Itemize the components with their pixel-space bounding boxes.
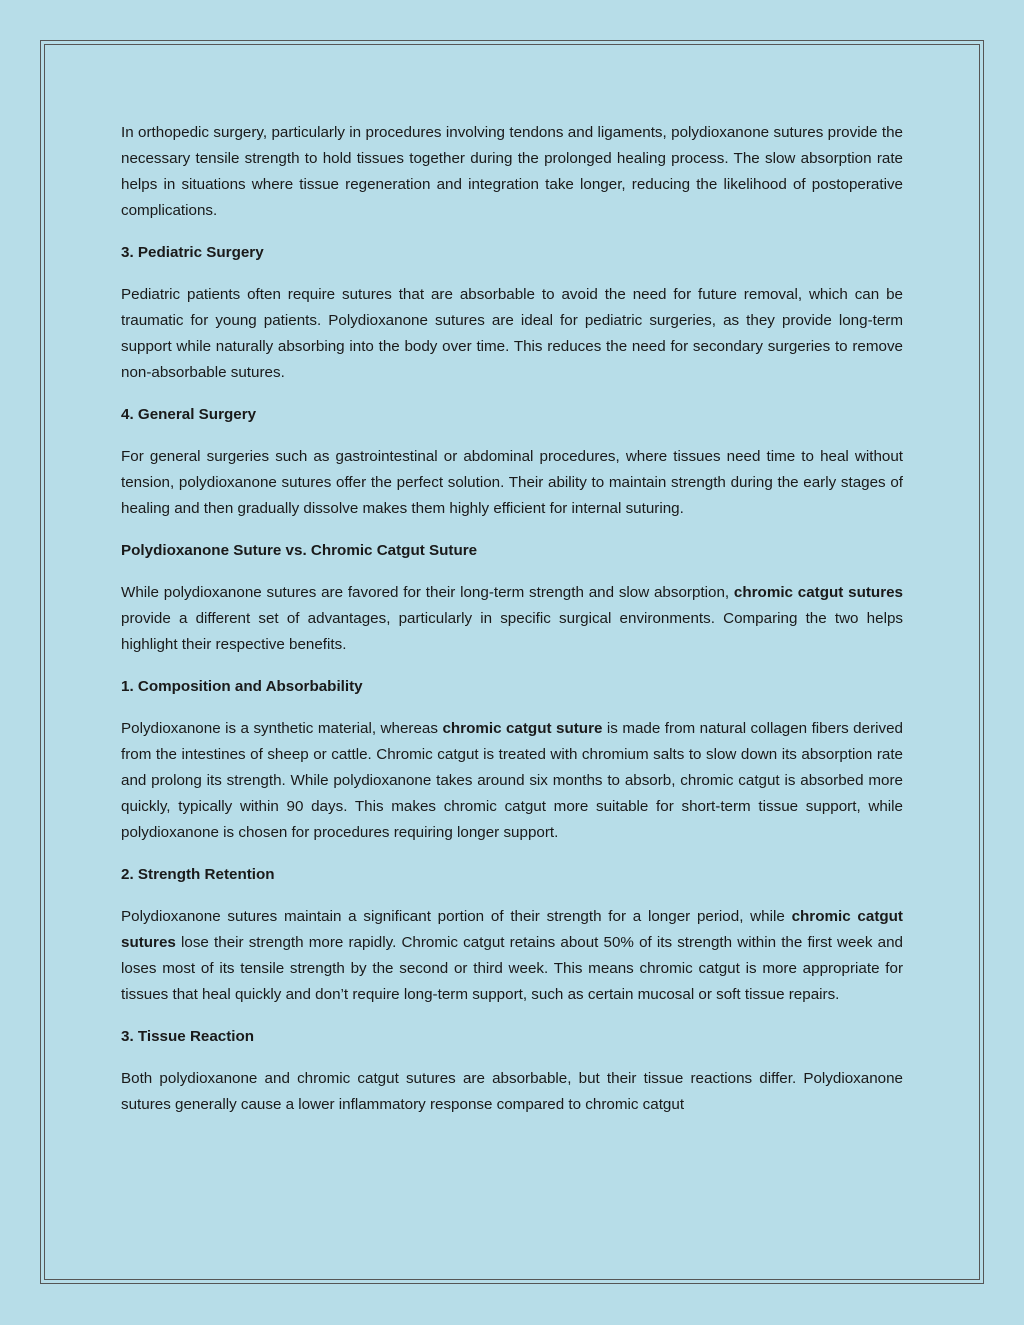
heading-strength-retention: 2. Strength Retention bbox=[121, 866, 275, 883]
bold-link-chromic-catgut-sutures: chromic catgut sutures bbox=[733, 584, 903, 601]
text-run: Polydioxanone is a synthetic material, whereas bbox=[121, 720, 443, 737]
text-run: Polydioxanone sutures maintain a significant portion of their strength for a longer period, while bbox=[121, 908, 792, 925]
document-body bbox=[121, 120, 903, 1134]
paragraph-orthopedic: In orthopedic surgery, particularly in procedures involving tendons and ligaments, polydioxanone sutures provide the necessary tensile strength to hold tissues together during the prolonged healing process. The slow absorption rate helps in situations where tissue regeneration and integration take longer, reducing the likelihood of postoperative complications. bbox=[121, 124, 903, 219]
paragraph-tissue-reaction: Both polydioxanone and chromic catgut sutures are absorbable, but their tissue reactions differ. Polydioxanone sutures generally cause a lower inflammatory response compared to chromic catgut bbox=[121, 1070, 903, 1113]
paragraph-comparison bbox=[121, 580, 903, 658]
heading-pediatric-surgery: 3. Pediatric Surgery bbox=[121, 244, 264, 261]
text-run: is made from natural collagen fibers derived from the intestines of sheep or cattle. Chromic catgut is treated with chromium salts to slow down its absorption rate and prolong its strength. While polydioxanone takes around six months to absorb, chromic catgut is absorbed more quickly, typically within 90 days. This makes chromic catgut more suitable for short-term tissue support, while polydioxanone is chosen for procedures requiring longer support. bbox=[121, 720, 903, 841]
paragraph-strength bbox=[121, 904, 903, 1008]
paragraph-composition bbox=[121, 716, 903, 846]
heading-composition: 1. Composition and Absorbability bbox=[121, 678, 363, 695]
paragraph-pediatric: Pediatric patients often require sutures that are absorbable to avoid the need for future removal, which can be traumatic for young patients. Polydioxanone sutures are ideal for pediatric surgeries, as they provide long-term support while naturally absorbing into the body over time. This reduces the need for secondary surgeries to remove non-absorbable sutures. bbox=[121, 286, 903, 381]
heading-general-surgery: 4. General Surgery bbox=[121, 406, 257, 423]
text-run: lose their strength more rapidly. Chromic catgut retains about 50% of its strength within the first week and loses most of its tensile strength by the second or third week. This means chromic catgut is more appropriate for tissues that heal quickly and don’t require long-term support, such as certain mucosal or soft tissue repairs. bbox=[121, 934, 903, 1003]
bold-chromic-catgut-suture: chromic catgut suture bbox=[442, 720, 603, 737]
bold-chromic-catgut-sutures: chromic catgut sutures bbox=[121, 908, 903, 951]
text-run: While polydioxanone sutures are favored for their long-term strength and slow absorption, bbox=[121, 584, 734, 601]
heading-tissue-reaction: 3. Tissue Reaction bbox=[121, 1028, 255, 1045]
text-run: provide a different set of advantages, particularly in specific surgical environments. Comparing the two helps highlight their respective benefits. bbox=[121, 610, 903, 653]
heading-comparison: Polydioxanone Suture vs. Chromic Catgut Suture bbox=[121, 542, 478, 559]
paragraph-general: For general surgeries such as gastrointestinal or abdominal procedures, where tissues need time to heal without tension, polydioxanone sutures offer the perfect solution. Their ability to maintain strength during the early stages of healing and then gradually dissolve makes them highly efficient for internal suturing. bbox=[121, 448, 903, 517]
